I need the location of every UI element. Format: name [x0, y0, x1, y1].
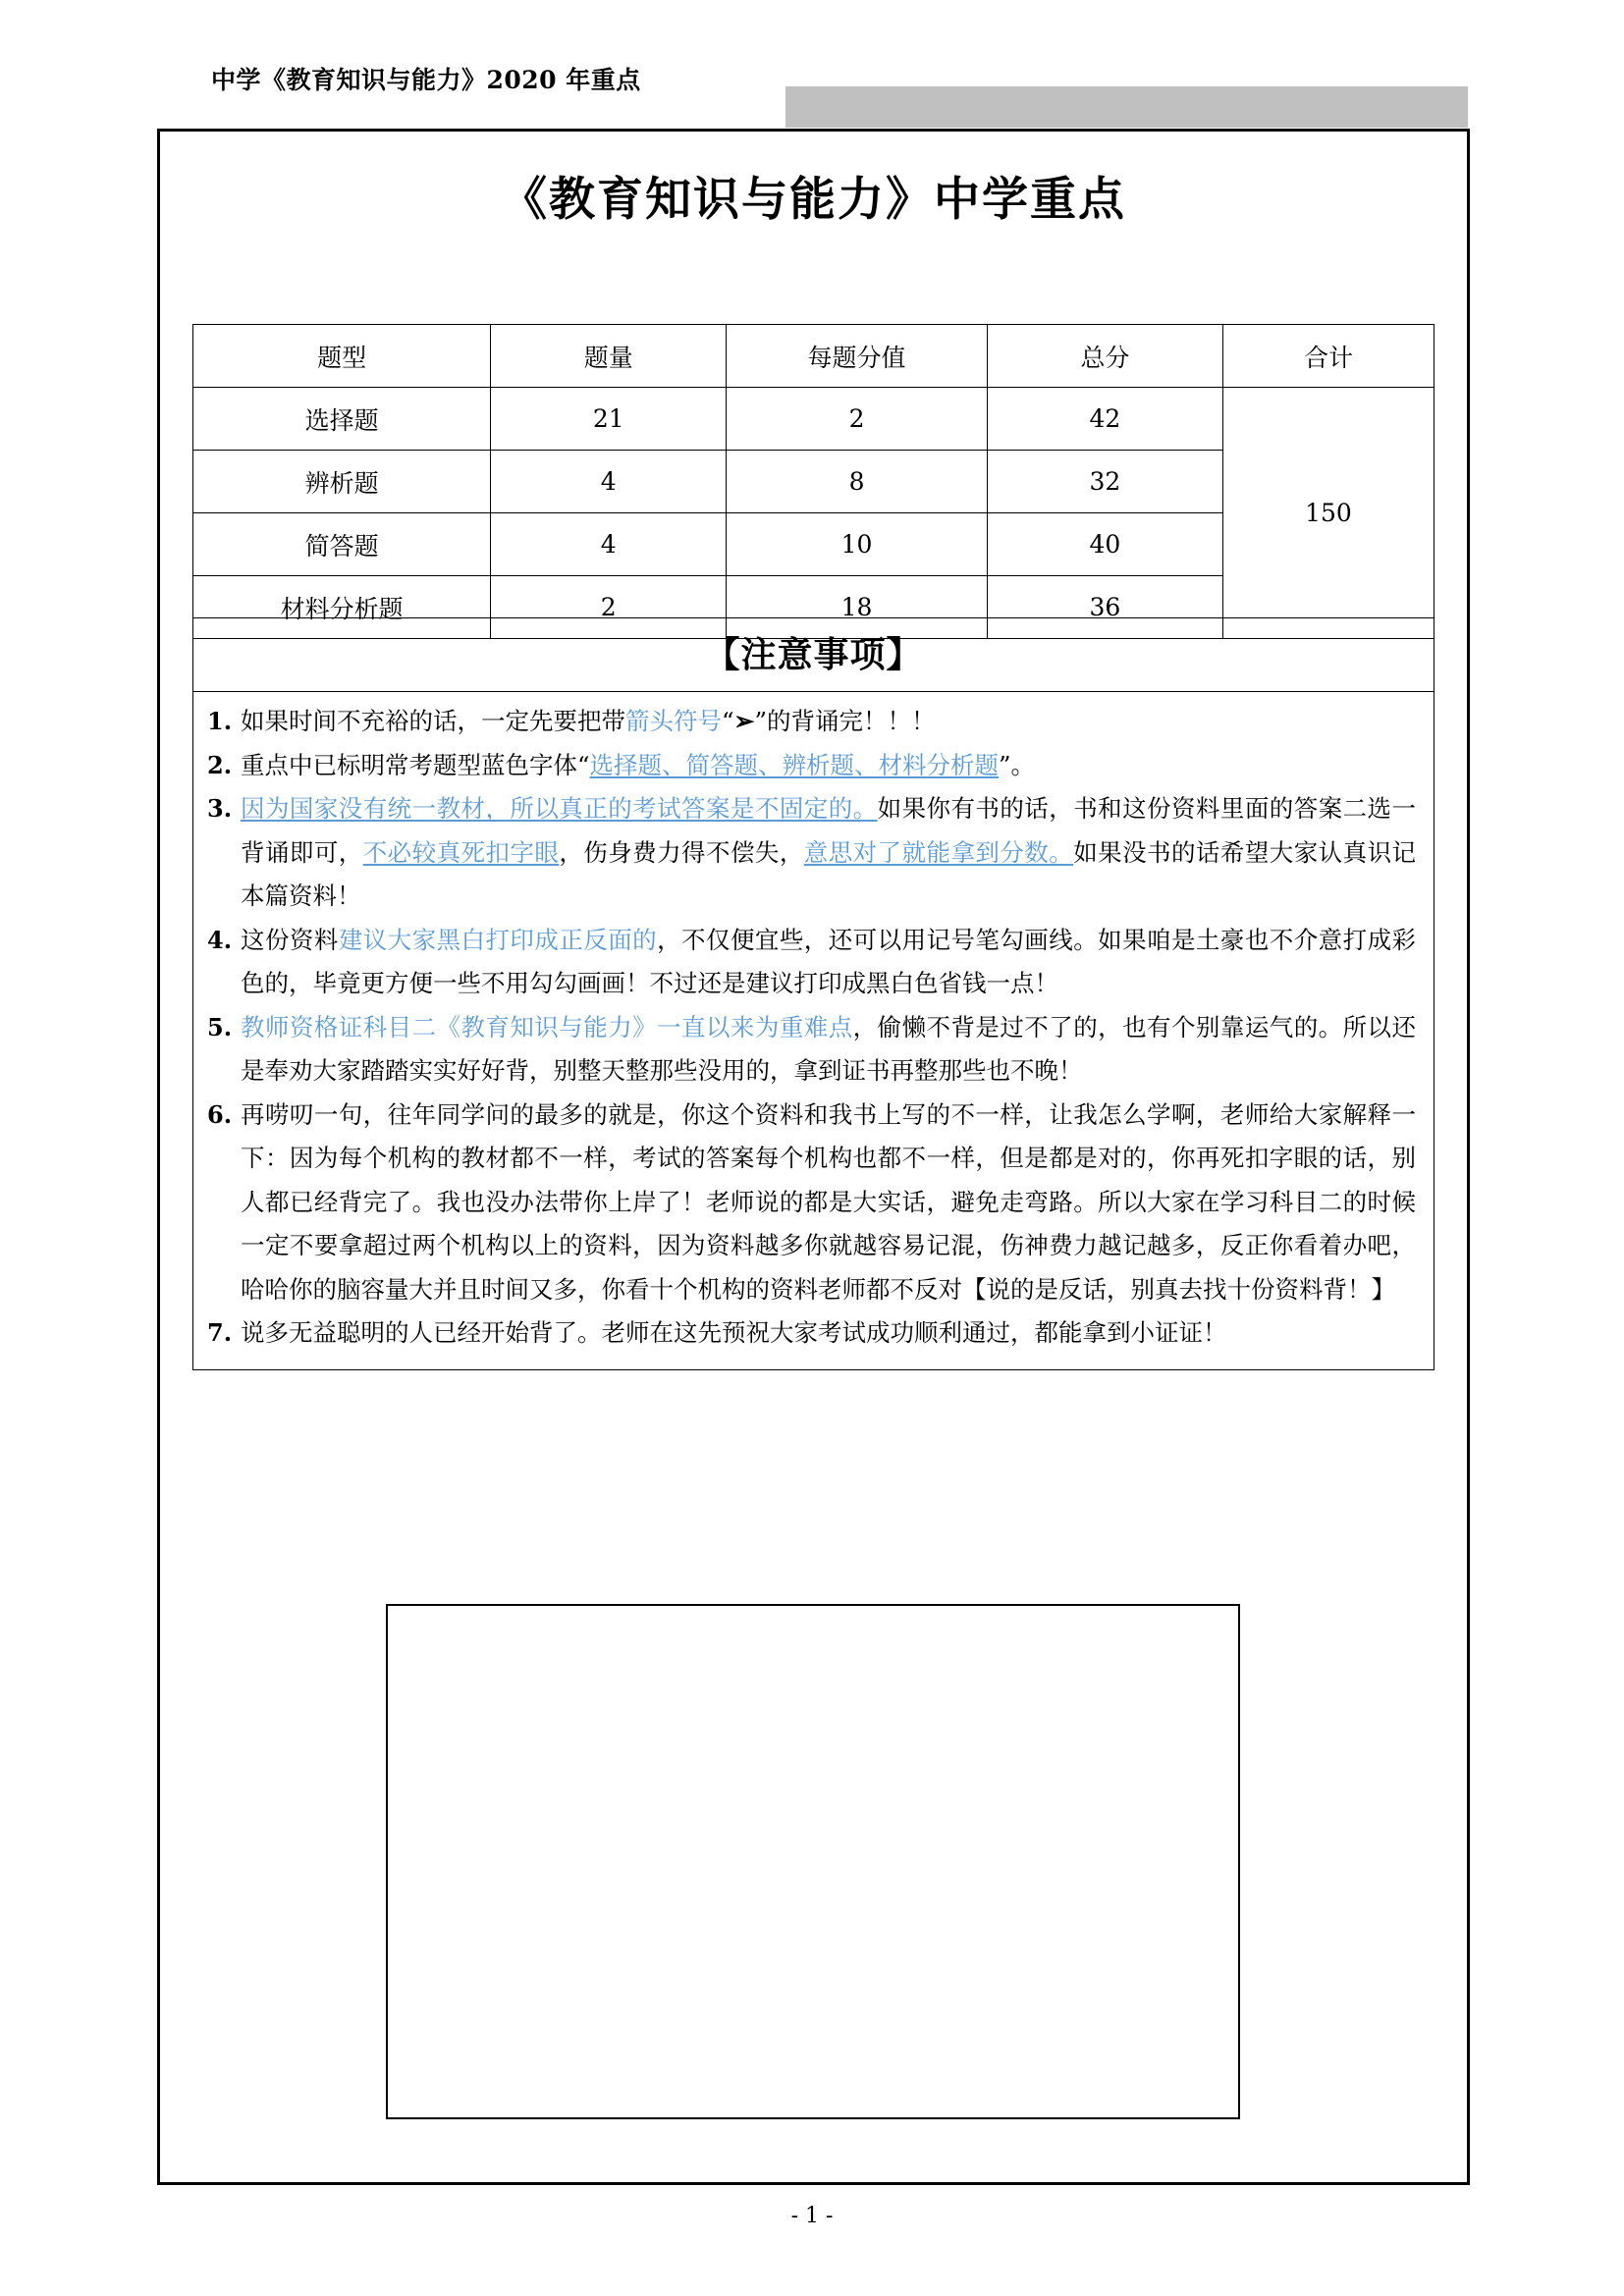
notice-text-segment: ，偷懒不背是过不了的，也有个别靠运气的。所以还是奉劝大家踏踏实实好好背，别整天整那些没用的，拿到证书再整那些也不晚！ — [241, 1012, 1416, 1085]
notice-text-segment: 如果你有书的话，书和这份资料里面的答案二选一背诵即可， — [241, 794, 1417, 867]
notice-text-segment: 箭头符号 — [625, 707, 722, 735]
notice-item-number: 2. — [207, 750, 233, 779]
page-title: 《教育知识与能力》中学重点 — [501, 173, 1126, 227]
cell-per-item: 10 — [727, 513, 987, 576]
cell-per-item: 18 — [727, 576, 987, 639]
notice-text-segment: 如果时间不充裕的话，一定先要把带 — [241, 707, 625, 735]
notice-box — [192, 617, 1435, 1370]
notice-item-number: 3. — [207, 794, 233, 823]
notice-item-number: 7. — [207, 1318, 233, 1347]
empty-placeholder-box — [386, 1604, 1240, 2119]
notice-item — [207, 700, 1416, 744]
page-content-frame — [157, 129, 1470, 2185]
cell-type: 辨析题 — [193, 451, 491, 513]
column-header-total: 合计 — [1222, 325, 1434, 388]
notice-text-segment: 如果没书的话希望大家认真识记本篇资料！ — [241, 837, 1417, 910]
page-number: - 1 - — [790, 2204, 834, 2228]
notice-text-segment: 教师资格证科目二《教育知识与能力》一直以来为重难点 — [241, 1012, 853, 1041]
notice-item — [207, 1311, 1416, 1356]
notice-item-number: 5. — [207, 1012, 233, 1041]
notice-item-number: 6. — [207, 1099, 233, 1129]
notice-text-segment: “ — [722, 707, 734, 735]
notice-item — [207, 1006, 1416, 1094]
notice-text-segment: 再唠叨一句，往年同学问的最多的就是，你这个资料和我书上写的不一样，让我怎么学啊，老师给大家解释一下：因为每个机构的教材都不一样，考试的答案每个机构也都不一样，但是都是对的，你再死扣字眼的话，别人都已经背完了。我也没办法带你上岸了！老师说的都是大实话，避免走弯路。所以大家在学习科目二的时候一定不要拿超过两个机构以上的资料，因为资料越多你就越容易记混，伤神费力越记越多，反正你看着办吧，哈哈你的脑容量大并且时间又多，你看十个机构的资料老师都不反对【说的是反话，别真去找十份资料背！】 — [241, 1099, 1416, 1304]
cell-subtotal: 36 — [987, 576, 1222, 639]
notice-item-number: 4. — [207, 925, 233, 954]
cell-count: 2 — [491, 576, 727, 639]
notice-text-segment: 选择题、简答题、辨析题、材料分析题 — [589, 750, 1000, 779]
notice-text-segment: 意思对了就能拿到分数。 — [803, 837, 1074, 867]
notice-item — [207, 919, 1416, 1006]
cell-count: 4 — [491, 451, 727, 513]
notice-text-segment: ”的背诵完！！！ — [754, 707, 936, 735]
column-header-per-item: 每题分值 — [727, 325, 987, 388]
notice-item — [207, 1094, 1416, 1312]
notice-text-segment: 这份资料 — [241, 925, 339, 954]
cell-type: 简答题 — [193, 513, 491, 576]
notice-title: 【注意事项】 — [193, 618, 1434, 692]
column-header-type: 题型 — [193, 325, 491, 388]
header-gray-placeholder-block — [785, 86, 1468, 128]
cell-subtotal: 32 — [987, 451, 1222, 513]
notice-text-segment: ，伤身费力得不偿失， — [559, 837, 804, 867]
cell-subtotal: 42 — [987, 388, 1222, 451]
notice-item — [207, 744, 1416, 788]
cell-per-item: 2 — [727, 388, 987, 451]
notice-text-segment: ”。 — [999, 750, 1036, 779]
notice-text-segment: ，不仅便宜些，还可以用记号笔勾画线。如果咱是土豪也不介意打成彩色的，毕竟更方便一些不用勾勾画画！不过还是建议打印成黑白色省钱一点！ — [241, 925, 1417, 997]
arrow-icon: ➢ — [733, 707, 755, 735]
cell-count: 21 — [491, 388, 727, 451]
notice-list — [207, 700, 1416, 1356]
notice-body — [193, 692, 1434, 1369]
cell-count: 4 — [491, 513, 727, 576]
notice-item-number: 1. — [207, 707, 233, 735]
cell-type: 材料分析题 — [193, 576, 491, 639]
table-header-row — [193, 325, 1435, 388]
notice-text-segment: 说多无益聪明的人已经开始背了。老师在这先预祝大家考试成功顺利通过，都能拿到小证证！ — [241, 1318, 1227, 1347]
notice-text-segment: 建议大家黑白打印成正反面的 — [338, 925, 658, 954]
cell-type: 选择题 — [193, 388, 491, 451]
column-header-count: 题量 — [491, 325, 727, 388]
notice-text-segment: 不必较真死扣字眼 — [362, 837, 560, 867]
cell-per-item: 8 — [727, 451, 987, 513]
column-header-subtotal: 总分 — [987, 325, 1222, 388]
notice-item — [207, 787, 1416, 919]
running-header-title: 中学《教育知识与能力》2020 年重点 — [211, 66, 641, 94]
cell-subtotal: 40 — [987, 513, 1222, 576]
score-table — [192, 324, 1435, 639]
notice-text-segment: 因为国家没有统一教材，所以真正的考试答案是不固定的。 — [241, 794, 878, 823]
notice-text-segment: 重点中已标明常考题型蓝色字体“ — [241, 750, 590, 779]
table-row — [193, 388, 1435, 451]
cell-grand-total: 150 — [1222, 388, 1434, 639]
score-table-container — [192, 324, 1435, 639]
